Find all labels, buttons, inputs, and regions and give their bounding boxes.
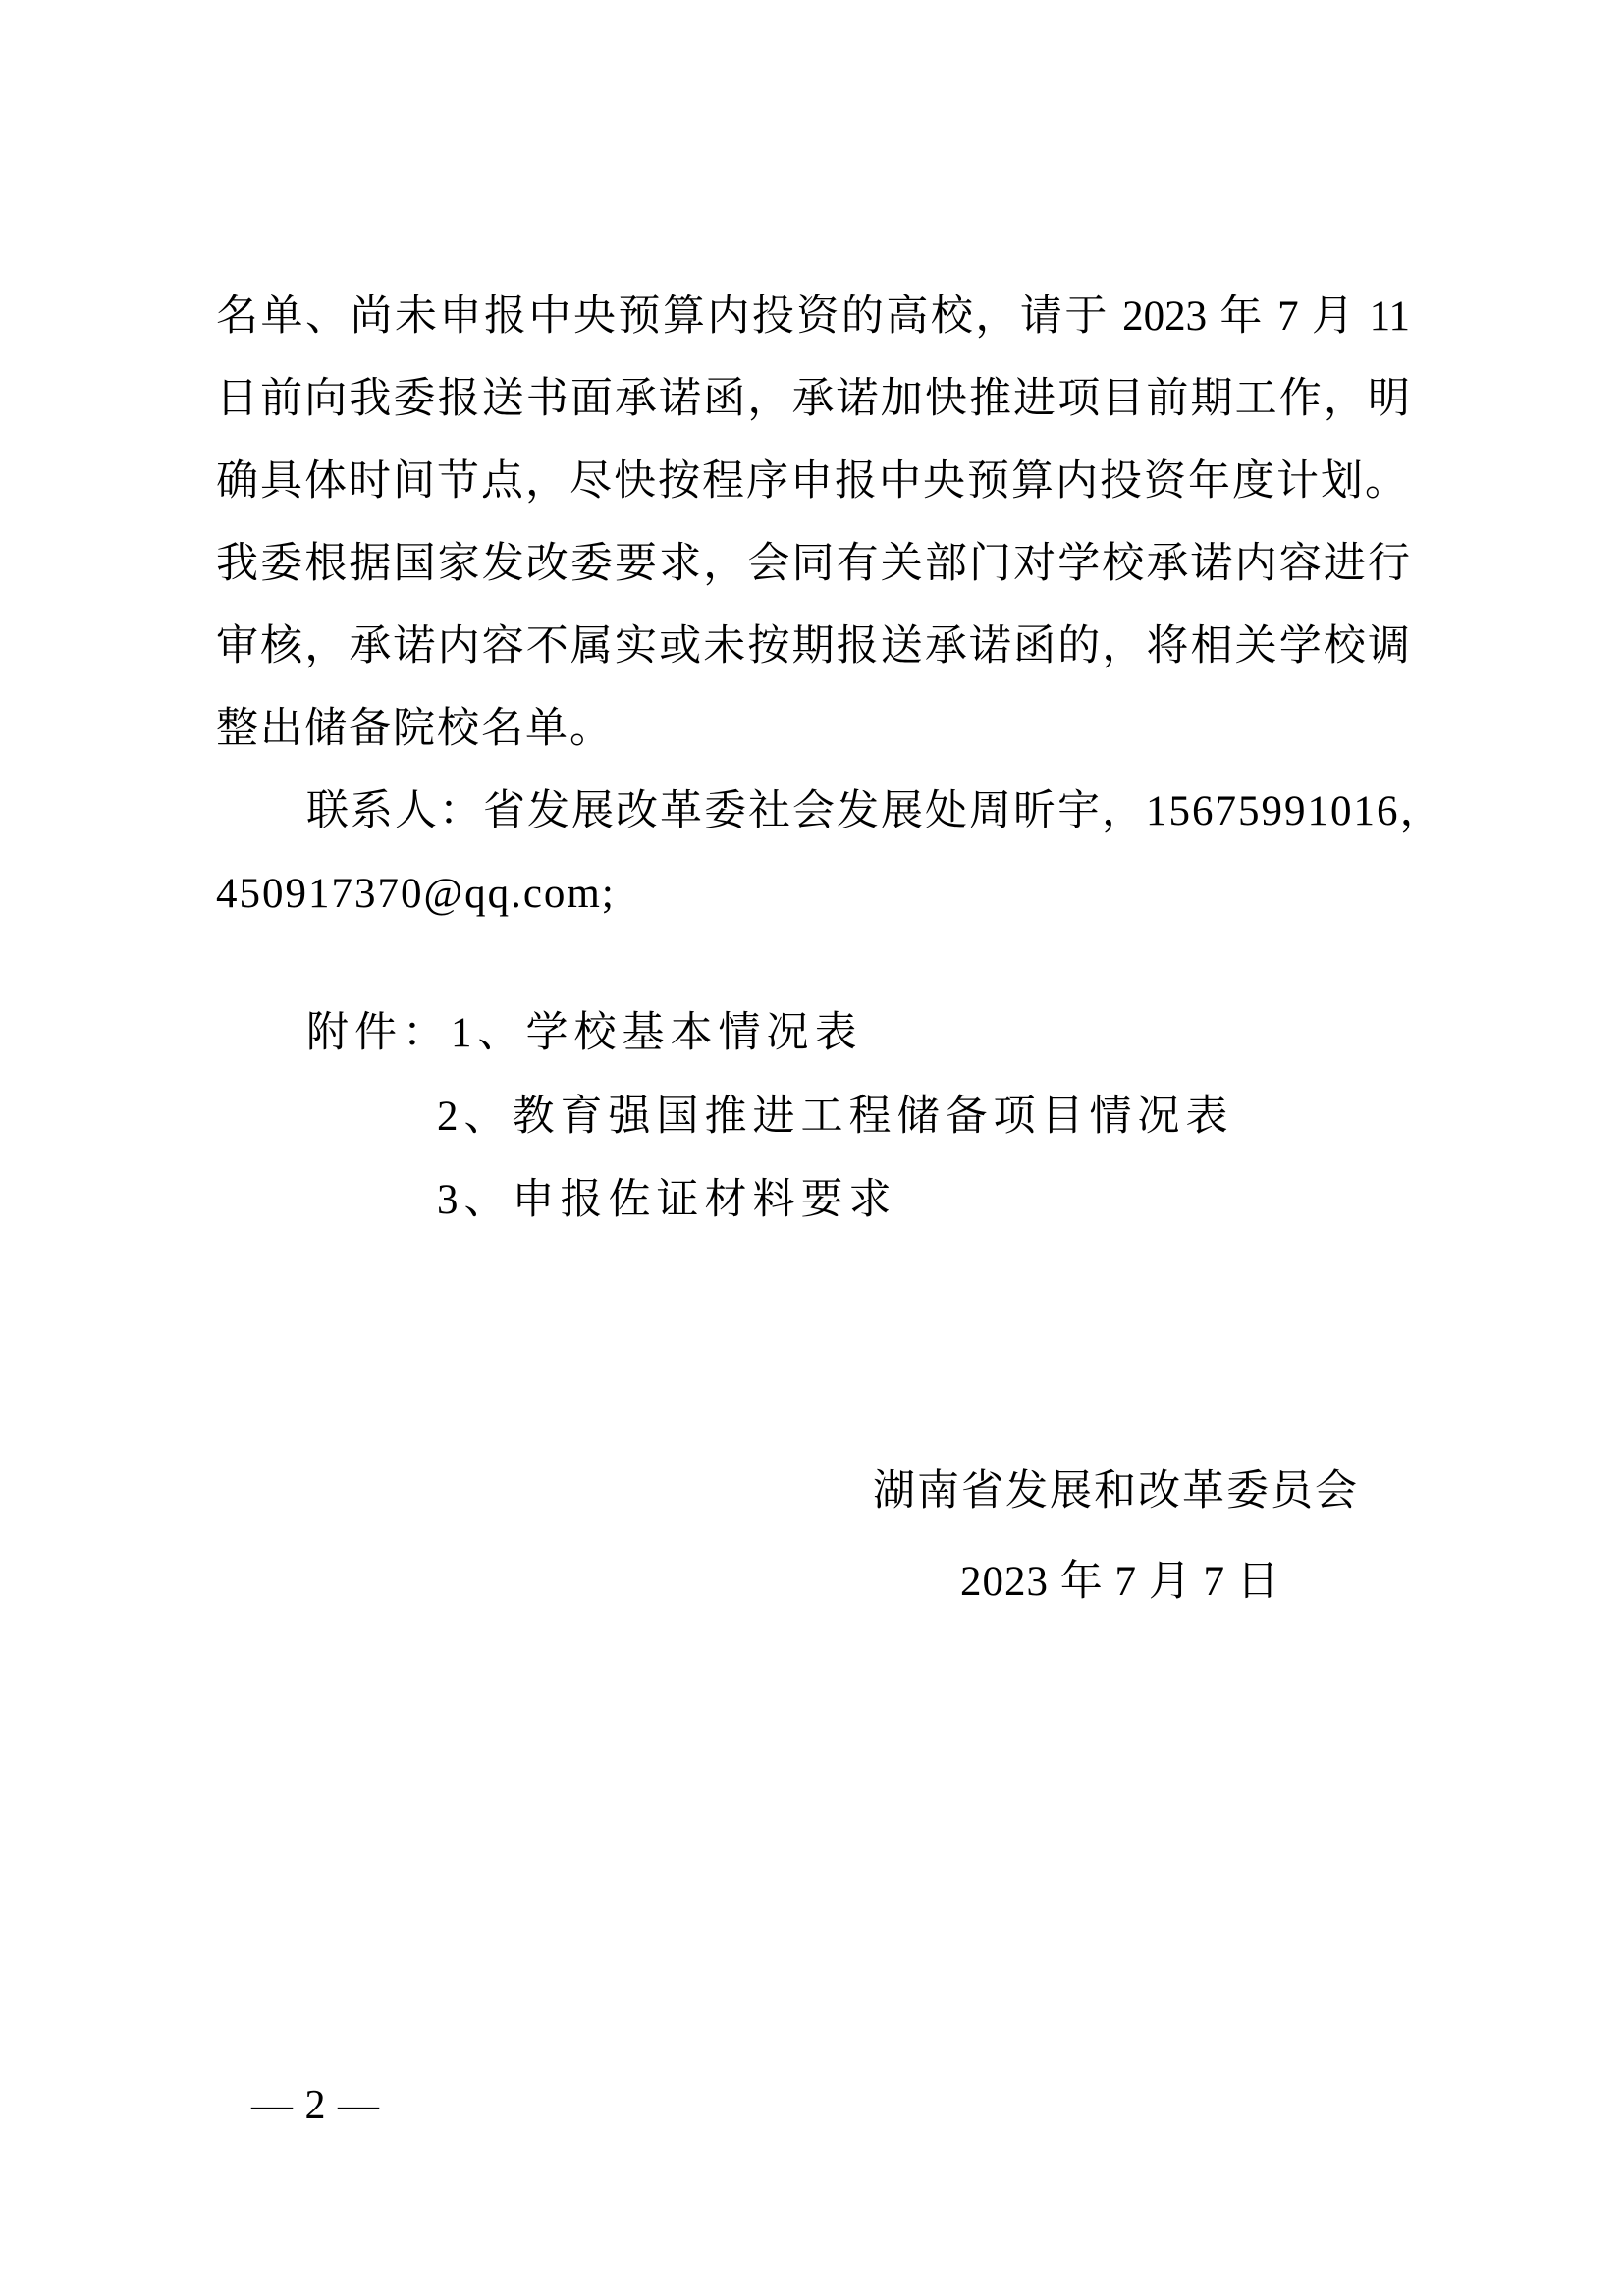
body-line: 名单、尚未申报中央预算内投资的高校，请于 2023 年 7 月 11 — [216, 294, 1410, 340]
signature-date: 2023 年 7 月 7 日 — [960, 1559, 1280, 1605]
body-line: 整出储备院校名单。 — [216, 706, 614, 752]
signature-organization: 湖南省发展和改革委员会 — [873, 1468, 1359, 1515]
attachment-row — [216, 991, 1410, 1075]
body-line: 确具体时间节点，尽快按程序申报中央预算内投资年度计划。 — [216, 458, 1409, 505]
contact-line: 联系人：省发展改革委社会发展处周昕宇，15675991016， — [306, 788, 1444, 834]
attachment-item: 3、申报佐证材料要求 — [437, 1177, 897, 1223]
attachment-row — [216, 1075, 1410, 1158]
attachments-label: 附件： — [306, 1010, 451, 1056]
attachment-row — [216, 1158, 1410, 1242]
contact-email-line: 450917370@qq.com; — [216, 871, 616, 917]
attachment-item: 2、教育强国推进工程储备项目情况表 — [437, 1094, 1234, 1140]
body-line: 我委根据国家发改委要求，会同有关部门对学校承诺内容进行 — [216, 541, 1410, 587]
body-line: 日前向我委报送书面承诺函，承诺加快推进项目前期工作，明 — [216, 376, 1410, 422]
attachment-item: 1、学校基本情况表 — [451, 1010, 863, 1056]
attachments-list — [216, 991, 1410, 1242]
page-number: — 2 — — [251, 2083, 380, 2128]
body-line: 审核，承诺内容不属实或未按期报送承诺函的，将相关学校调 — [216, 623, 1410, 669]
body-paragraphs — [216, 276, 1444, 935]
